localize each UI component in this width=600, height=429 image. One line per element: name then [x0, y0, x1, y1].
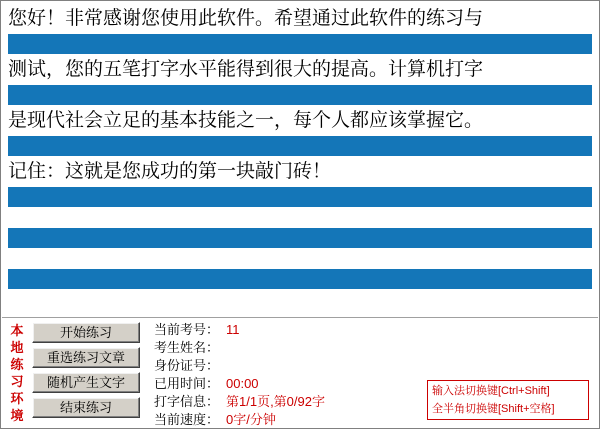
- practice-line-5: [8, 228, 592, 248]
- practice-line-1: [8, 6, 592, 54]
- info-row-elapsed-time: [154, 375, 454, 393]
- end-practice-button[interactable]: 结束练习: [32, 397, 140, 418]
- typing-input-row-5[interactable]: [8, 228, 592, 248]
- info-row-student-name: [154, 339, 454, 357]
- blank-line-spacer: [8, 210, 592, 226]
- typing-input-row-4[interactable]: [8, 187, 592, 207]
- info-label: 当前考号：: [154, 322, 220, 337]
- sample-text-line: 记住：这就是您成功的第一块敲门砖！: [8, 161, 332, 182]
- practice-text-area: [2, 2, 598, 316]
- sample-text-line: 您好！非常感谢您使用此软件。希望通过此软件的练习与: [8, 8, 484, 29]
- info-column: [154, 321, 454, 429]
- info-row-id-number: [154, 357, 454, 375]
- blank-line-spacer: [8, 251, 592, 267]
- hint-line-ime-switch: 输入法切换键[Ctrl+Shift]: [432, 385, 550, 397]
- info-label: 考生姓名：: [154, 340, 220, 355]
- action-button-column: [32, 322, 142, 422]
- practice-line-2: [8, 57, 592, 105]
- typing-input-row-6[interactable]: [8, 269, 592, 289]
- status-panel: [2, 317, 598, 428]
- random-text-button[interactable]: 随机产生文字: [32, 372, 140, 393]
- info-value: 第1/1页,第0/92字: [226, 394, 325, 409]
- info-value: 11: [226, 322, 240, 337]
- info-label: 打字信息：: [154, 394, 220, 409]
- sample-text-line: 测试，您的五笔打字水平能得到很大的提高。计算机打字: [8, 59, 484, 80]
- info-label: 当前速度：: [154, 412, 220, 427]
- info-label: 已用时间：: [154, 376, 220, 391]
- start-practice-button[interactable]: 开始练习: [32, 322, 140, 343]
- info-value: 0字/分钟: [226, 412, 276, 427]
- info-label: 身份证号：: [154, 358, 220, 373]
- typing-input-row-1[interactable]: [8, 34, 592, 54]
- sample-text-line: 是现代社会立足的基本技能之一，每个人都应该掌握它。: [8, 110, 484, 131]
- info-row-current-speed: [154, 411, 454, 429]
- practice-line-3: [8, 108, 592, 156]
- typing-input-row-3[interactable]: [8, 136, 592, 156]
- hint-line-width-switch: 全半角切换键[Shift+空格]: [432, 403, 555, 415]
- practice-line-6: [8, 269, 592, 289]
- shortcut-hint-box: [427, 380, 589, 420]
- reselect-article-button[interactable]: 重选练习文章: [32, 347, 140, 368]
- practice-line-4: [8, 159, 592, 207]
- info-value: 00:00: [226, 376, 259, 391]
- environment-label: 本地练习环境: [10, 323, 24, 423]
- typing-input-row-2[interactable]: [8, 85, 592, 105]
- info-row-exam-number: [154, 321, 454, 339]
- info-row-typing-info: [154, 393, 454, 411]
